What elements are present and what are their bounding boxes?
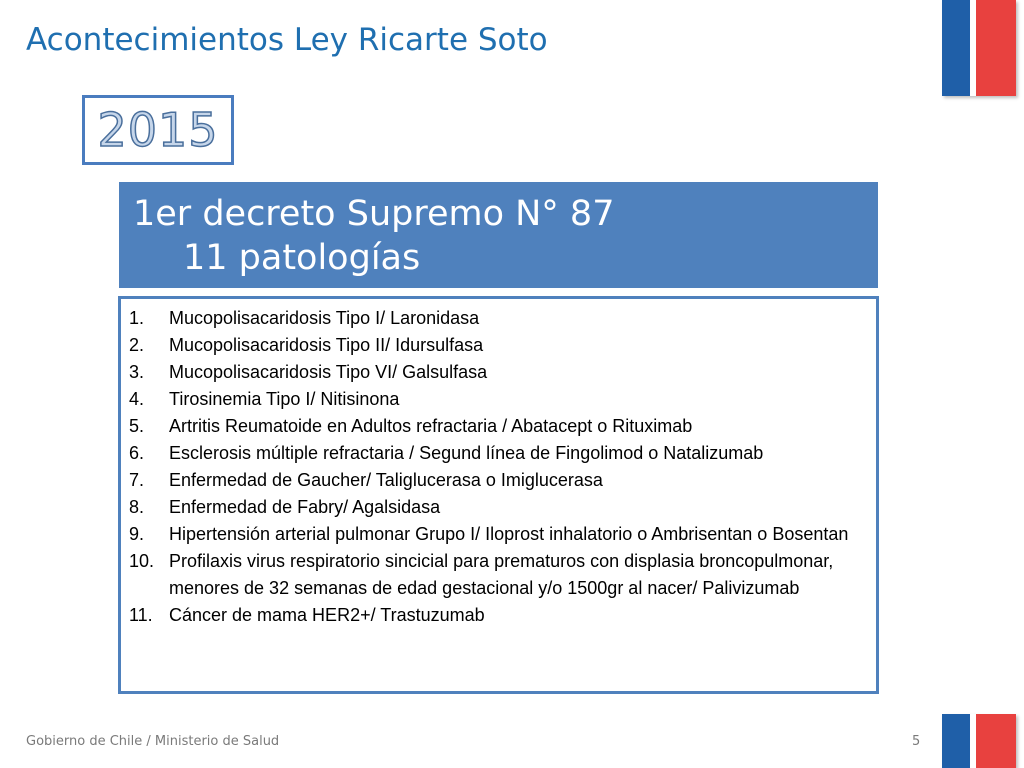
list-item-text: Profilaxis virus respiratorio sincicial para prematuros con displasia broncopulmonar, menores de 32 semanas de edad gestacional y/o 1500gr al nacer/ Palivizumab: [169, 551, 834, 598]
list-item-number: 11.: [129, 605, 153, 625]
list-item-text: Esclerosis múltiple refractaria / Segund línea de Fingolimod o Natalizumab: [169, 443, 764, 463]
list-item: [129, 521, 866, 548]
list-item-text: Enfermedad de Fabry/ Agalsidasa: [169, 497, 441, 517]
list-item: [129, 602, 866, 629]
list-item-number: 3.: [129, 362, 145, 382]
list-item: [129, 332, 866, 359]
decree-title: 1er decreto Supremo N° 87: [133, 194, 615, 234]
year-box: [82, 95, 234, 165]
list-item: [129, 440, 866, 467]
list-item-number: 2.: [129, 335, 145, 355]
list-item-number: 5.: [129, 416, 145, 436]
list-item-number: 9.: [129, 524, 145, 544]
chile-flag-top-decoration: [942, 0, 1016, 96]
pathology-list: [118, 296, 879, 694]
year-label: 2015: [97, 103, 219, 157]
list-item-text: Cáncer de mama HER2+/ Trastuzumab: [169, 605, 485, 625]
list-item-number: 10.: [129, 551, 155, 571]
decree-banner: [119, 182, 878, 288]
list-item-text: Mucopolisacaridosis Tipo VI/ Galsulfasa: [169, 362, 488, 382]
list-item: [129, 413, 866, 440]
list-item-number: 1.: [129, 308, 145, 328]
list-item-text: Artritis Reumatoide en Adultos refractaria / Abatacept o Rituximab: [169, 416, 693, 436]
list-item: [129, 548, 866, 602]
list-item: [129, 359, 866, 386]
list-item-text: Enfermedad de Gaucher/ Taliglucerasa o Imiglucerasa: [169, 470, 603, 490]
list-item-text: Mucopolisacaridosis Tipo II/ Idursulfasa: [169, 335, 484, 355]
footer-organization: Gobierno de Chile / Ministerio de Salud: [26, 734, 280, 749]
list-item: [129, 467, 866, 494]
list-item-text: Hipertensión arterial pulmonar Grupo I/ Iloprost inhalatorio o Ambrisentan o Bosentan: [169, 524, 849, 544]
list-item-number: 8.: [129, 497, 145, 517]
decree-subtitle: 11 patologías: [183, 238, 421, 278]
list-item: [129, 305, 866, 332]
slide-title: Acontecimientos Ley Ricarte Soto: [26, 22, 548, 58]
chile-flag-bottom-decoration: [942, 714, 1016, 768]
page-number: 5: [912, 734, 921, 749]
list-item-number: 4.: [129, 389, 145, 409]
list-item-text: Mucopolisacaridosis Tipo I/ Laronidasa: [169, 308, 480, 328]
list-item-number: 6.: [129, 443, 145, 463]
list-item: [129, 386, 866, 413]
list-item-text: Tirosinemia Tipo I/ Nitisinona: [169, 389, 400, 409]
list-item-number: 7.: [129, 470, 145, 490]
list-item: [129, 494, 866, 521]
